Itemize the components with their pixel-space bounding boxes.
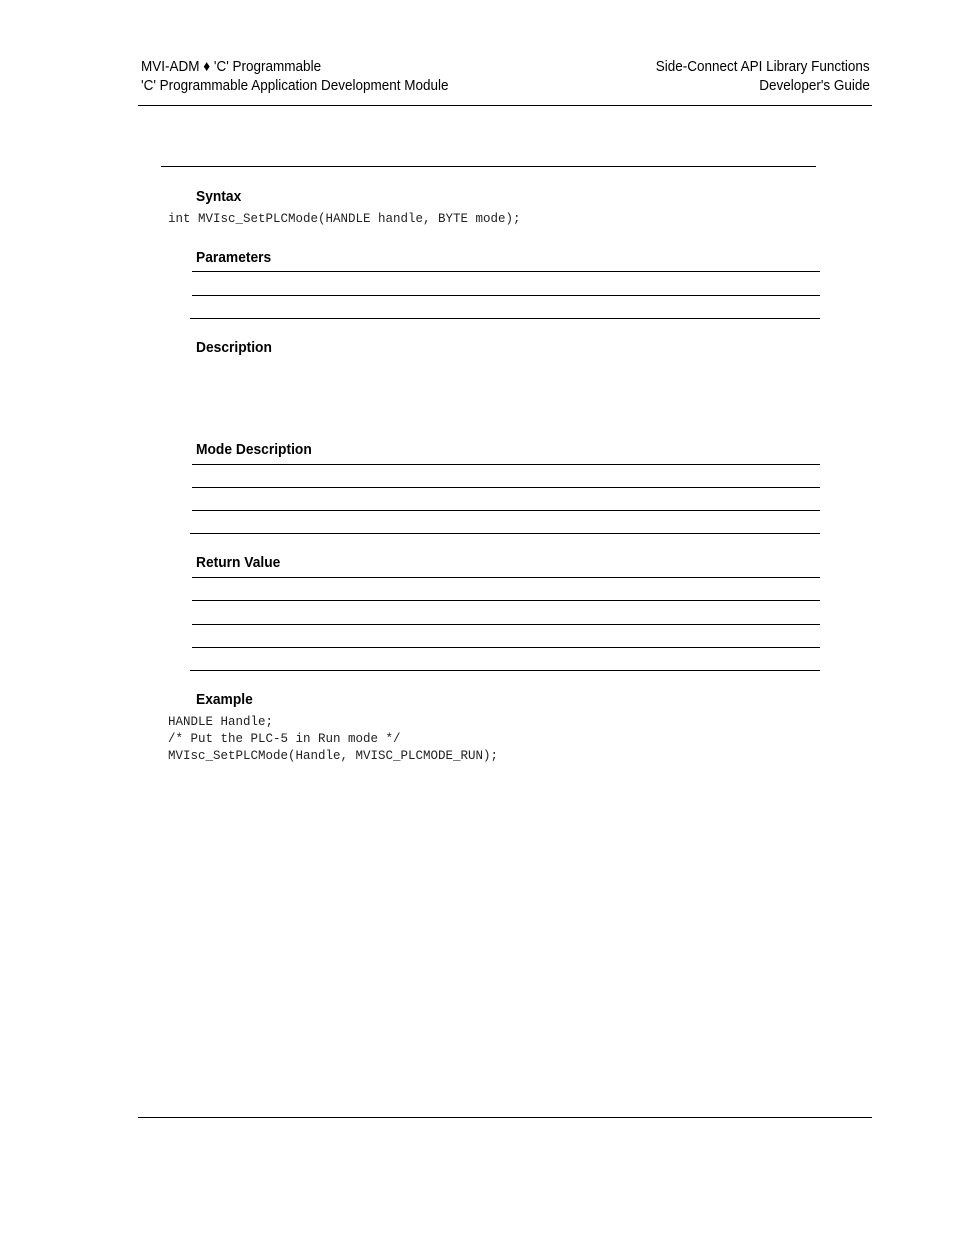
table-rule xyxy=(192,510,820,511)
header-chapter-title: Side-Connect API Library Functions xyxy=(656,58,870,75)
header-product-title: MVI-ADM ♦ 'C' Programmable xyxy=(141,58,322,75)
table-rule xyxy=(192,271,820,272)
function-title-rule xyxy=(161,166,816,167)
table-rule xyxy=(192,464,820,465)
header-guide-title: Developer's Guide xyxy=(759,77,870,94)
table-rule xyxy=(190,670,820,671)
header-product-subtitle: 'C' Programmable Application Development Module xyxy=(141,77,449,94)
table-rule xyxy=(192,295,820,296)
syntax-code: int MVIsc_SetPLCMode(HANDLE handle, BYTE mode); xyxy=(168,212,521,226)
description-heading: Description xyxy=(196,339,272,356)
table-rule xyxy=(190,318,820,319)
footer-divider xyxy=(138,1117,872,1118)
table-rule xyxy=(192,624,820,625)
table-rule xyxy=(192,647,820,648)
example-code-line: /* Put the PLC-5 in Run mode */ xyxy=(168,732,401,746)
mode-description-heading: Mode Description xyxy=(196,441,312,458)
example-heading: Example xyxy=(196,691,253,708)
table-rule xyxy=(192,577,820,578)
example-code-line: HANDLE Handle; xyxy=(168,715,274,729)
syntax-heading: Syntax xyxy=(196,188,242,205)
table-rule xyxy=(190,533,820,534)
return-value-heading: Return Value xyxy=(196,554,281,571)
example-code-line: MVIsc_SetPLCMode(Handle, MVISC_PLCMODE_RUN); xyxy=(168,749,499,763)
parameters-heading: Parameters xyxy=(196,249,272,266)
table-rule xyxy=(192,487,820,488)
header-divider xyxy=(138,105,872,106)
table-rule xyxy=(192,600,820,601)
